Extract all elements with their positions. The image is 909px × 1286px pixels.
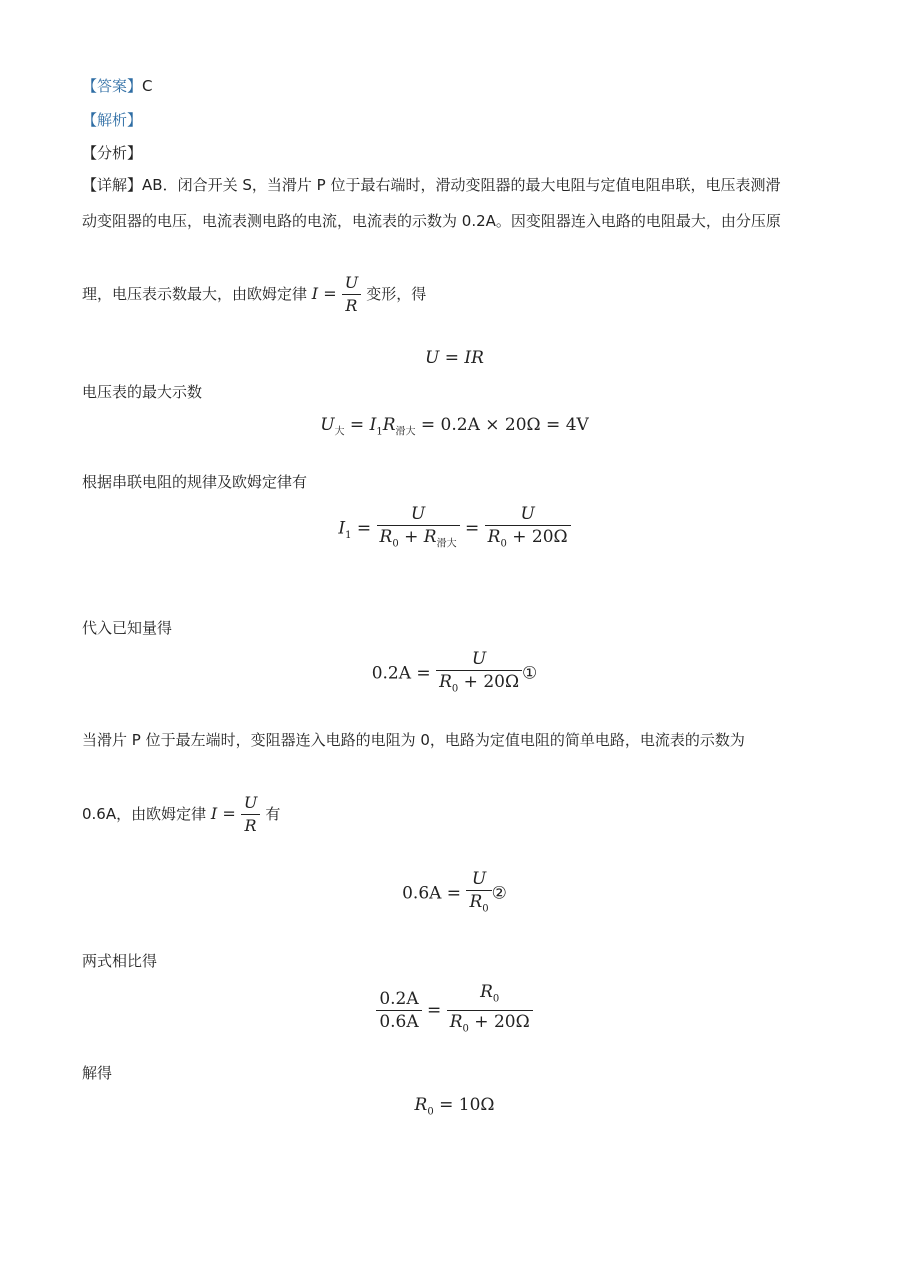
equation-result: $R_0 = 10\Omega$ bbox=[414, 1095, 495, 1118]
equation-u-max: $U_大 = I_1R_{滑大} = 0.2A \times 20\Omega = 4V$ bbox=[320, 415, 589, 438]
ohm-law-inline-2: I = $\frac{U}{R}$ bbox=[211, 804, 265, 823]
answer-line bbox=[82, 76, 153, 96]
analysis-label: 【解析】 bbox=[82, 111, 143, 129]
equation-i1: $I_1$ = $\frac{U}{R_0 + R_{滑大}}$ = $\frac{U}{R_0 + 20\Omega}$ bbox=[0, 503, 909, 555]
equation-u-ir: U = IR bbox=[425, 348, 484, 368]
text-left-end-2: 0.6A，由欧姆定律 I = $\frac{U}{R}$ 有 bbox=[82, 793, 281, 835]
text-ratio: 两式相比得 bbox=[82, 952, 158, 970]
detail-label: 【详解】 bbox=[82, 176, 143, 194]
equation-1: 0.2A = $\frac{U}{R_0 + 20\Omega}$ ① bbox=[371, 649, 538, 695]
equation-2: 0.6A = $\frac{U}{R_0}$ ② bbox=[402, 869, 507, 915]
text-solve: 解得 bbox=[82, 1064, 113, 1082]
text-series-rule: 根据串联电阻的规律及欧姆定律有 bbox=[82, 473, 308, 491]
detail-line-3: 理，电压表示数最大，由欧姆定律 I = $\frac{U}{R}$ 变形，得 bbox=[82, 273, 427, 315]
fenxi-label: 【分析】 bbox=[82, 144, 143, 162]
text-substitute: 代入已知量得 bbox=[82, 619, 173, 637]
answer-value: C bbox=[142, 77, 153, 95]
answer-label: 【答案】 bbox=[82, 77, 143, 95]
equation-ratio: $\frac{0.2A}{0.6A}$ = $\frac{R_0}{R_0 + 20\Omega}$ bbox=[0, 981, 909, 1041]
text-max-voltage: 电压表的最大示数 bbox=[82, 383, 203, 401]
ohm-law-inline: I = $\frac{U}{R}$ bbox=[312, 284, 366, 303]
detail-line-2: 动变阻器的电压，电流表测电路的电流，电流表的示数为 0.2A。因变阻器连入电路的电阻最大，由分压原 bbox=[82, 212, 781, 230]
text-left-end: 当滑片 P 位于最左端时，变阻器连入电路的电阻为 0，电路为定值电阻的简单电路，电流表的示数为 bbox=[82, 731, 745, 749]
detail-line-1: 【详解】AB．闭合开关 S，当滑片 P 位于最右端时，滑动变阻器的最大电阻与定值电阻串联，电压表测滑 bbox=[82, 176, 781, 194]
